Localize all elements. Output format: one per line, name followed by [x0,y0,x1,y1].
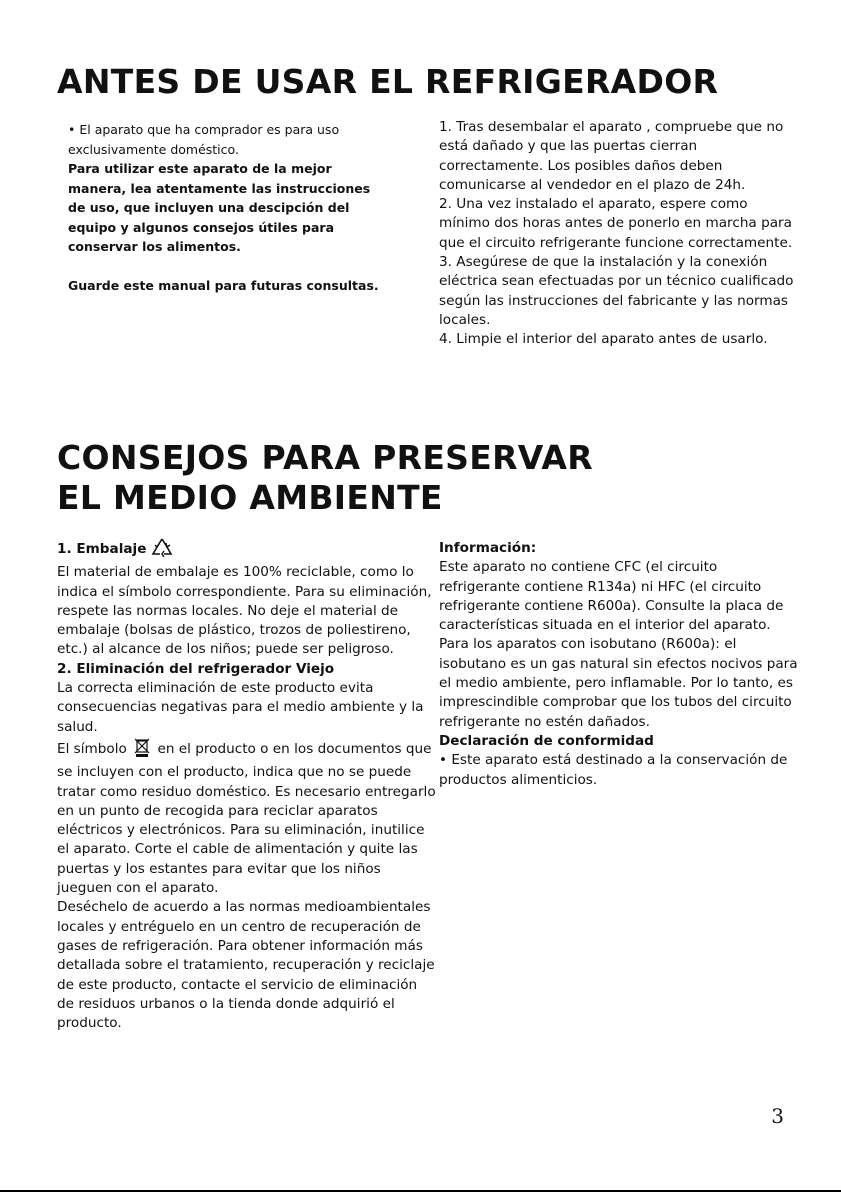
title-line-1: CONSEJOS PARA PRESERVAR [57,438,593,477]
section-title-environment [57,438,677,518]
step-2: 2. Una vez instalado el aparato, espere como mínimo dos horas antes de ponerlo en marcha para que el circuito refrigerante funcione correctamente. [439,196,793,251]
section-title-before-use: ANTES DE USAR EL REFRIGERADOR [57,62,719,101]
packaging-text: El material de embalaje es 100% reciclable, como lo indica el símbolo correspondiente. Para su eliminación, respete las normas locales. No deje el material de embalaje (bolsas de plástico, trozos de poliestireno, etc.) al alcance de los niños; puede ser peligroso. [57,564,432,658]
title-line-2: EL MEDIO AMBIENTE [57,478,443,517]
keep-manual-note: Guarde este manual para futuras consultas. [68,278,379,293]
domestic-use-note: • El aparato que ha comprador es para uso exclusivamente doméstico. [68,122,340,157]
step-3: 3. Asegúrese de que la instalación y la conexión eléctrica sean efectuadas por un técnico cualificado según las instrucciones del fabricante y las normas locales. [439,254,794,328]
conformity-heading: Declaración de conformidad [439,732,654,749]
disposal-text-2: Deséchelo de acuerdo a las normas medioambientales locales y entréguelo en un centro de recuperación de gases de refrigeración. Para obtener información más detallada sobre el tratamiento, recuperación y reciclaje de este producto, contacte el servicio de eliminación de residuos urbanos o la tienda donde adquirió el producto. [57,899,435,1032]
step-1: 1. Tras desembalar el aparato , compruebe que no está dañado y que las puertas cierran correctamente. Los posibles daños deben comunicarse al vendedor en el plazo de 24h. [439,119,784,193]
disposal-heading: 2. Eliminación del refrigerador Viejo [57,660,335,677]
read-instructions-note: Para utilizar este aparato de la mejor manera, lea atentamente las instrucciones de uso, que incluyen una descipción del equipo y algunos consejos útiles para conservar los alimentos. [68,161,371,254]
recycle-icon [151,537,173,563]
conformity-text: • Este aparato está destinado a la conservación de productos alimenticios. [439,752,788,788]
symbol-prefix: El símbolo [57,740,127,757]
disposal-text-1: La correcta eliminación de este producto evita consecuencias negativas para el medio ambiente y la salud. [57,680,424,735]
intro-right-column [439,118,799,350]
info-text-2: Para los aparatos con isobutano (R600a): el isobutano es un gas natural sin efectos nocivos para el medio ambiente, pero inflamable. Por lo tanto, es imprescindible comprobar que los tubos del circuito refrigerante no estén dañados. [439,636,798,730]
intro-left-column [68,120,388,296]
environment-right-column [439,539,799,790]
info-heading: Información: [439,540,537,556]
info-text-1: Este aparato no contiene CFC (el circuito refrigerante contiene R134a) ni HFC (el circuito refrigerante contiene R600a). Consulte la placa de características situada en el interior del aparato. [439,559,784,634]
crossed-bin-icon [131,737,153,763]
page-number: 3 [771,1104,784,1128]
bottom-rule [0,1190,841,1192]
environment-left-column [57,537,437,1033]
packaging-heading: 1. Embalaje [57,541,147,557]
step-4: 4. Limpie el interior del aparato antes de usarlo. [439,331,768,348]
symbol-text: en el producto o en los documentos que se incluyen con el producto, indica que no se puede tratar como residuo doméstico. Es necesario entregarlo en un punto de recogida para reciclar aparatos eléctricos y electrónicos. Para su eliminación, inutilice el aparato. Corte el cable de alimentación y quite las puertas y los estantes para evitar que los niños jueguen con el aparato. [57,740,436,897]
